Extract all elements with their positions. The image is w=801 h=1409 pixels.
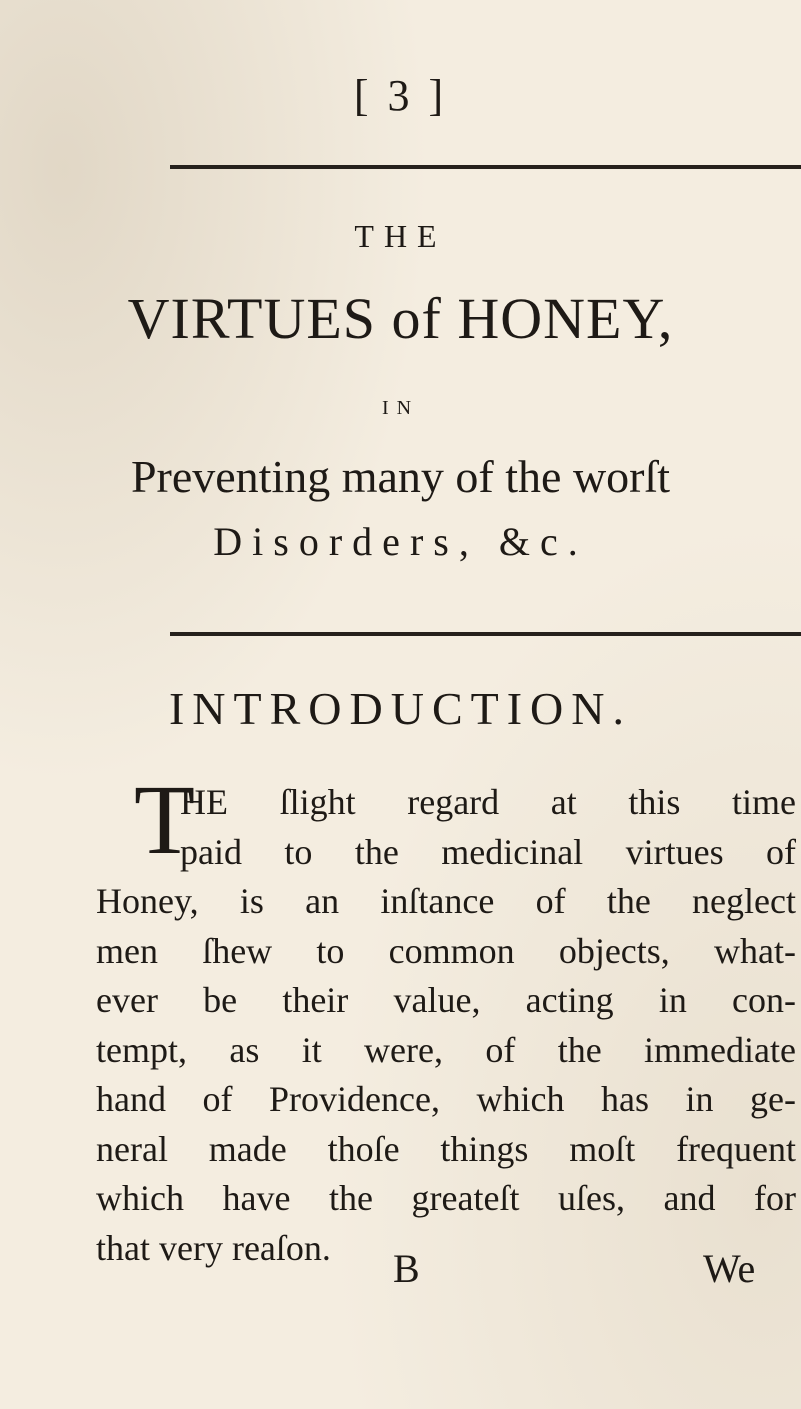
title-main: VIRTUES of HONEY,: [127, 286, 674, 351]
section-rule: [170, 632, 801, 636]
title-the: THE: [354, 218, 447, 254]
subtitle-line-2: Disorders, &c.: [213, 519, 588, 564]
body-line: neral made thoſe things moſt frequent: [96, 1128, 796, 1169]
top-rule: [170, 165, 801, 169]
body-line: Honey, is an inſtance of the neglect: [96, 881, 796, 921]
body-line: hand of Providence, which has in ge-: [96, 1079, 796, 1119]
body-paragraph: [96, 778, 796, 1273]
body-line: tempt, as it were, of the immediate: [96, 1029, 796, 1070]
subtitle-line-1: Preventing many of the worſt: [130, 451, 671, 502]
section-heading: INTRODUCTION.: [168, 683, 632, 734]
body-line: paid to the medicinal virtues of: [180, 831, 796, 872]
body-line: which have the greateſt uſes, and for: [96, 1178, 796, 1218]
drop-cap: T: [134, 764, 196, 875]
page-number: [ 3 ]: [353, 71, 448, 120]
catchword: We: [703, 1246, 756, 1291]
signature-mark: B: [393, 1246, 420, 1291]
body-line: HE ſlight regard at this time: [180, 782, 796, 822]
body-line: men ſhew to common objects, what-: [96, 930, 796, 971]
body-line: ever be their value, acting in con-: [96, 980, 796, 1020]
title-in: IN: [381, 397, 420, 419]
body-line: that very reaſon.: [96, 1227, 331, 1268]
